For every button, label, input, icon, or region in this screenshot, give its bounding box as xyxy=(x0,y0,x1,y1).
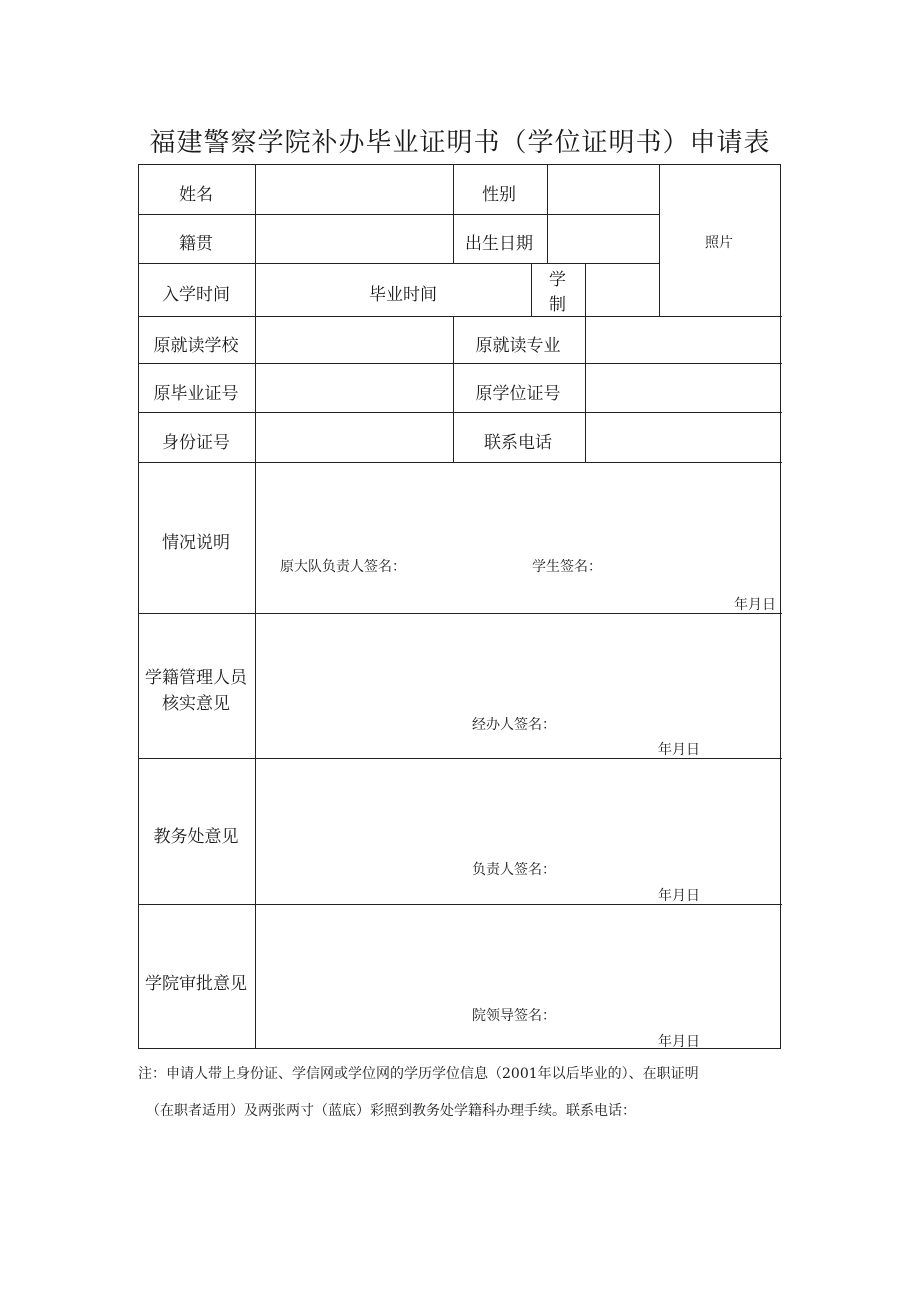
schooling-label-top: 学 xyxy=(549,270,566,290)
orig-school-field[interactable] xyxy=(256,317,451,361)
orig-diploma-no-field[interactable] xyxy=(256,364,451,410)
orig-school-label: 原就读学校 xyxy=(153,336,239,356)
birth-date-label: 出生日期 xyxy=(465,234,533,254)
situation-date: 年月日 xyxy=(734,597,776,613)
native-place-field[interactable] xyxy=(256,215,451,261)
birth-date-field[interactable] xyxy=(548,215,657,261)
college-approval-area[interactable] xyxy=(256,905,779,1047)
form-title: 福建警察学院补办毕业证明书（学位证明书）申请表 xyxy=(149,128,771,158)
grad-time-label: 毕业时间 xyxy=(369,285,437,305)
note-line-1: 注：申请人带上身份证、学信网或学位网的学历学位信息（2001年以后毕业的）、在职证明 xyxy=(138,1066,699,1082)
enroll-time-label: 入学时间 xyxy=(162,285,230,305)
id-no-field[interactable] xyxy=(256,413,451,459)
photo-area[interactable]: 照片 xyxy=(705,235,733,251)
registry-date: 年月日 xyxy=(658,742,700,758)
orig-degree-no-field[interactable] xyxy=(586,364,779,410)
name-field[interactable] xyxy=(256,166,451,212)
registry-label-line2: 核实意见 xyxy=(162,694,230,714)
phone-label: 联系电话 xyxy=(484,433,552,453)
academic-affairs-label: 教务处意见 xyxy=(153,827,239,847)
native-place-label: 籍贯 xyxy=(179,234,213,254)
gender-field[interactable] xyxy=(548,166,657,212)
academic-affairs-date: 年月日 xyxy=(658,888,700,904)
leader-signature-label: 原大队负责人签名： xyxy=(280,559,406,575)
gender-label: 性别 xyxy=(482,185,516,205)
college-leader-signature-label: 院领导签名： xyxy=(472,1008,556,1024)
student-signature-label: 学生签名： xyxy=(532,559,602,575)
orig-diploma-no-label: 原毕业证号 xyxy=(153,384,239,404)
phone-field[interactable] xyxy=(586,413,779,459)
college-approval-date: 年月日 xyxy=(658,1034,700,1050)
orig-major-label: 原就读专业 xyxy=(475,336,561,356)
schooling-field[interactable] xyxy=(586,264,657,314)
academic-affairs-opinion-area[interactable] xyxy=(256,759,779,902)
id-no-label: 身份证号 xyxy=(162,433,230,453)
situation-area[interactable] xyxy=(256,463,779,611)
note-line-2: （在职者适用）及两张两寸（蓝底）彩照到教务处学籍科办理手续。联系电话： xyxy=(146,1103,636,1119)
schooling-label-bottom: 制 xyxy=(549,295,566,315)
orig-major-field[interactable] xyxy=(586,317,779,361)
handler-signature-label: 经办人签名： xyxy=(472,717,556,733)
registry-label-line1: 学籍管理人员 xyxy=(145,668,247,688)
registry-opinion-area[interactable] xyxy=(256,614,779,756)
name-label: 姓名 xyxy=(179,185,213,205)
orig-degree-no-label: 原学位证号 xyxy=(475,384,561,404)
situation-label: 情况说明 xyxy=(162,533,230,553)
director-signature-label: 负责人签名： xyxy=(472,862,556,878)
grad-time-field[interactable] xyxy=(454,264,529,314)
college-approval-label: 学院审批意见 xyxy=(145,974,247,994)
